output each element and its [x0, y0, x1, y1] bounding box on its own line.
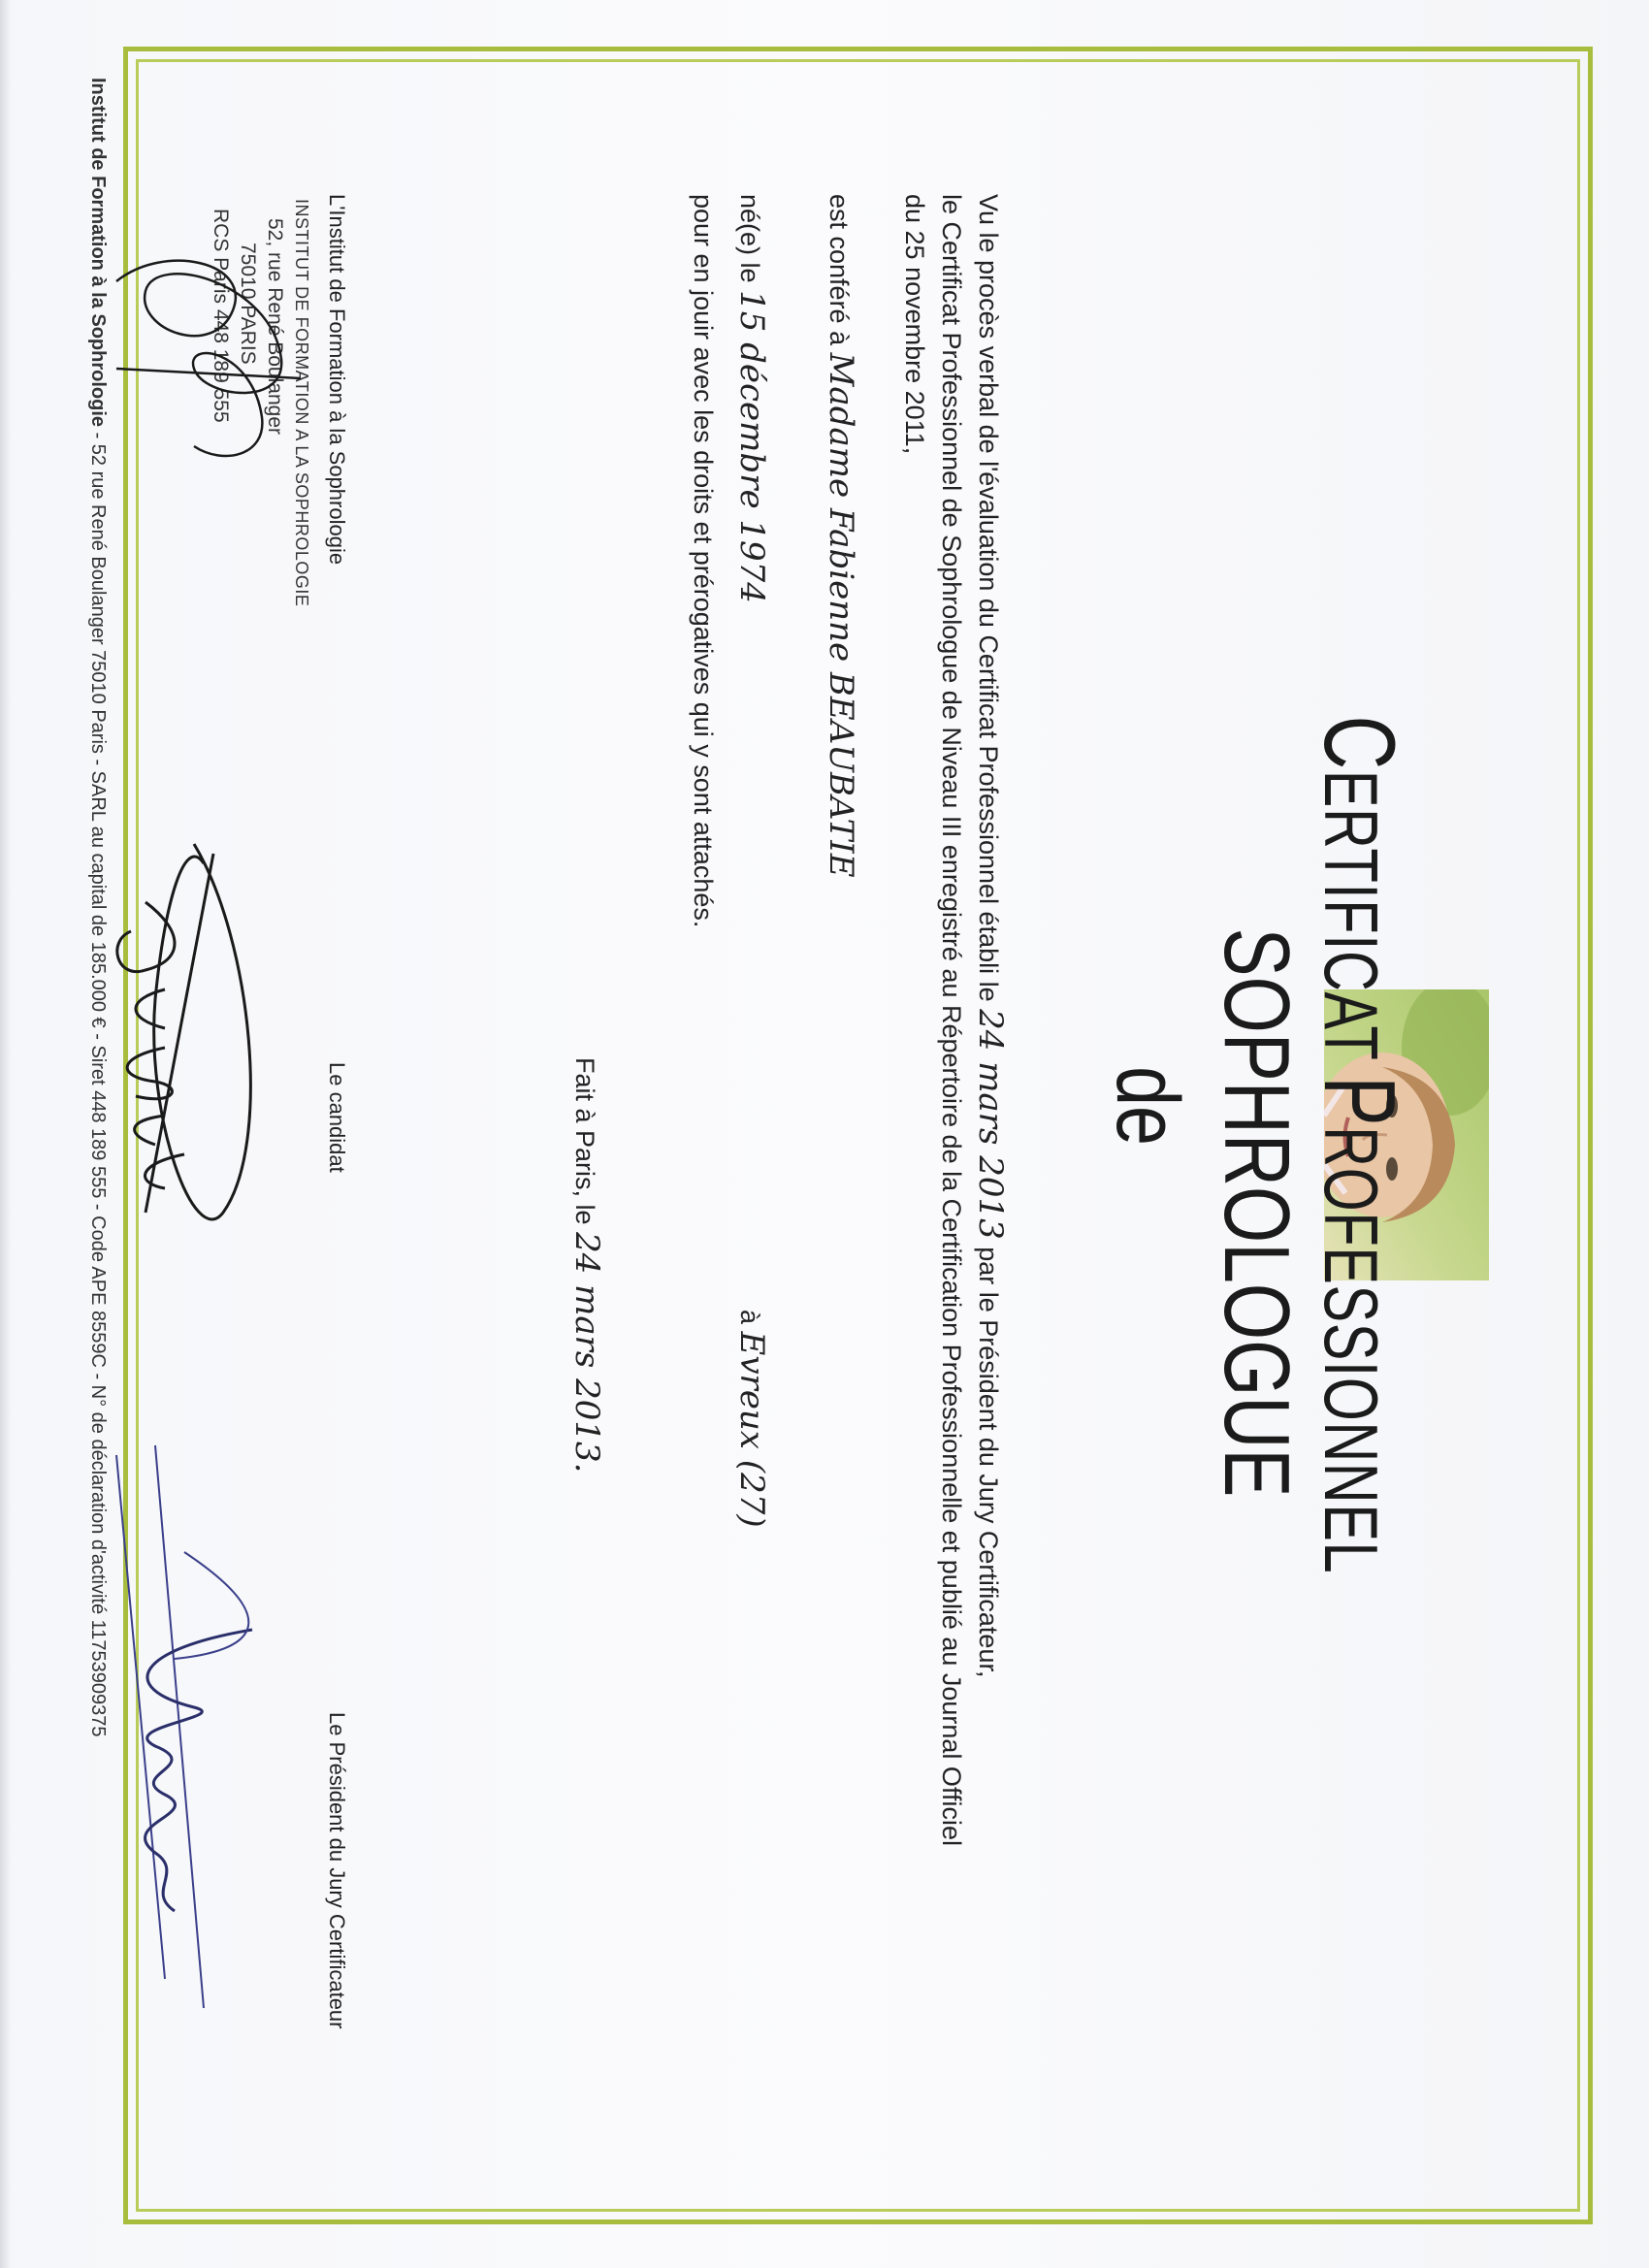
signing-date: 24 mars 2013. [567, 1232, 606, 1474]
footer-legal-info [86, 78, 109, 2212]
stamp-line-3: 75010 PARIS [237, 243, 259, 365]
candidat-signature-label: Le candidat [325, 1062, 349, 1173]
body-line-3: du 25 novembre 2011, [900, 194, 929, 455]
footer-org: Institut de Formation à la Sophrologie [87, 78, 109, 428]
stamp-line-1: INSTITUT DE FORMATION A LA SOPHROLOGIE [292, 199, 311, 607]
body-line-1: Vu le procès verbal de l'évaluation du Certificat Professionnel établi le 24 mars 2013 par le Président du Jury Certificateur, [971, 194, 1010, 1678]
candidat-signature [19, 825, 310, 1232]
president-signature-label: Le Président du Jury Certificateur [325, 1712, 349, 2029]
stamp-line-4: RCS Paris 448 189 555 [210, 209, 232, 423]
rights-text: pour en jouir avec les droits et prérogatives qui y sont attachés. [689, 194, 718, 928]
certificate-body [821, 194, 1009, 1979]
certificate-title: CERTIFICAT PROFESSIONNEL [1303, 715, 1415, 1574]
birth-place: Evreux (27) [732, 1331, 771, 1528]
footer-details: - 52 rue René Boulanger 75010 Paris - SARL au capital de 185.000 € - Siret 448 189 555 - Code APE 8559C - N° de déclaration d'activité 11753909375 [87, 427, 109, 1737]
signing-place-date: Fait à Paris, le 24 mars 2013. [567, 1057, 606, 1474]
institut-signature [107, 223, 310, 514]
title-connector: de [1098, 1066, 1197, 1146]
birth-place-line: à Evreux (27) [732, 1310, 771, 1528]
institut-signature-label: L'Institut de Formation à la Sophrologie [325, 194, 349, 566]
birth-date: 15 décembre 1974 [732, 290, 771, 603]
stamp-line-2: 52, rue René Boulanger [264, 218, 286, 435]
body-line-4: est conféré à Madame Fabienne BEAUBATIE [822, 194, 860, 878]
recipient-name: Madame Fabienne BEAUBATIE [822, 352, 860, 878]
evaluation-date: 24 mars 2013 [971, 1009, 1010, 1240]
body-line-2: le Certificat Professionnel de Sophrologue de Niveau III enregistré au Répertoire de la Certification Professionnelle et publié au Journal Officiel [937, 194, 966, 1846]
birth-date-line: né(e) le 15 décembre 1974 [732, 194, 771, 603]
certificate-subtitle: SOPHROLOGUE [1205, 927, 1309, 1498]
